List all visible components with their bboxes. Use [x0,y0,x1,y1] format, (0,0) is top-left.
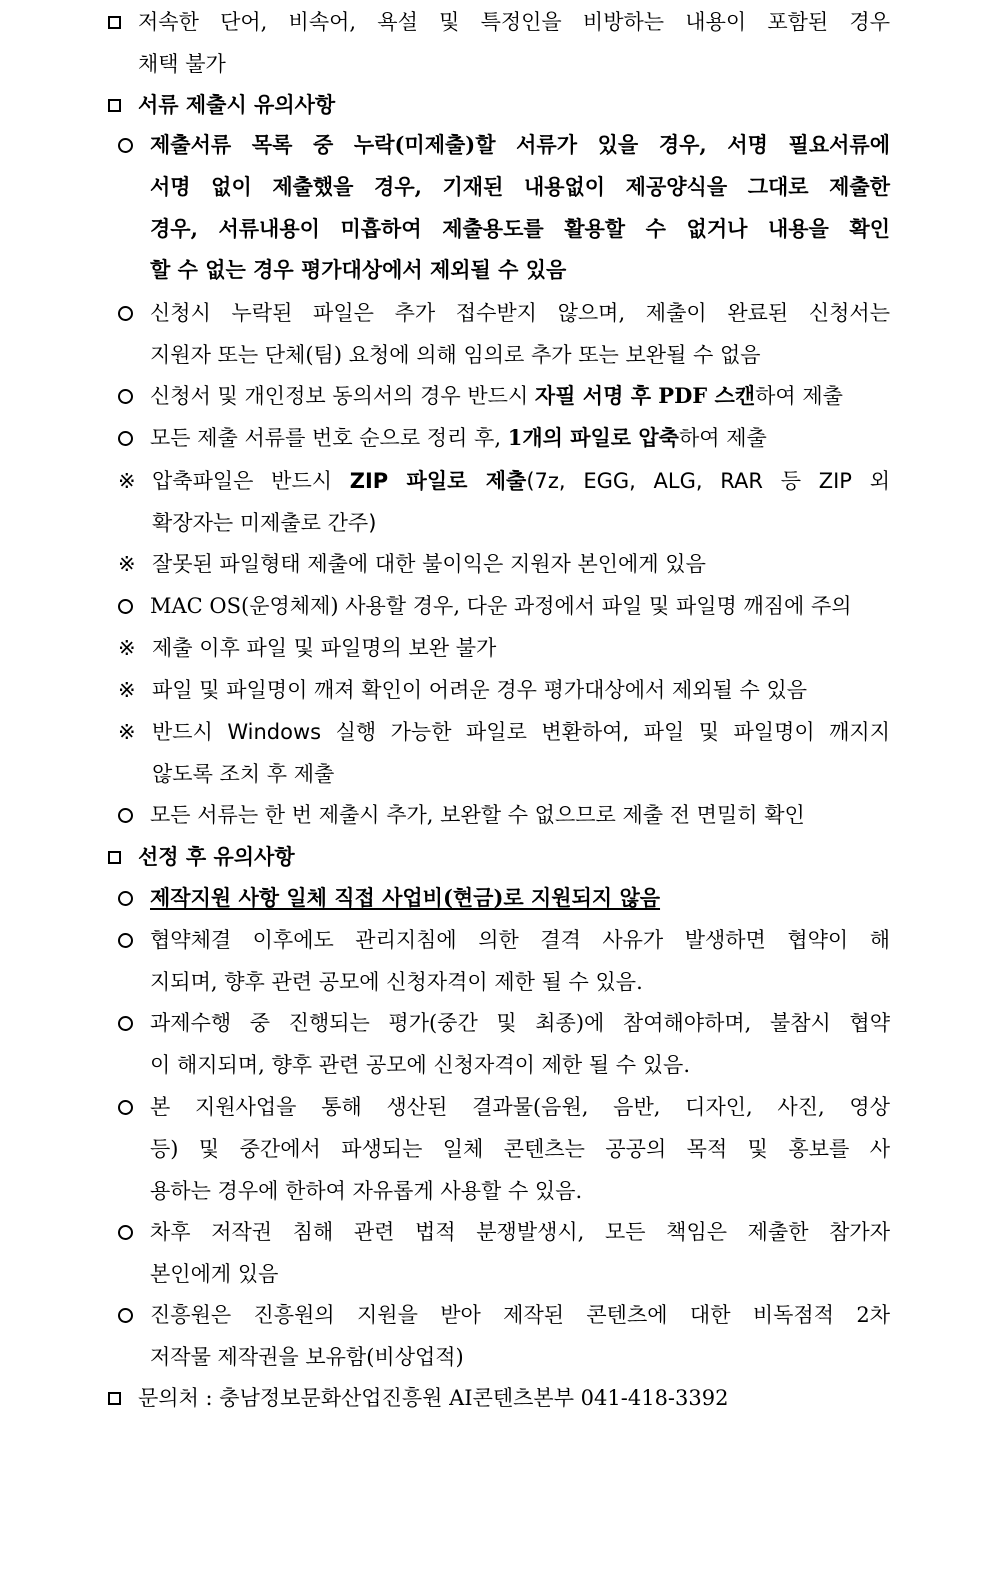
text-segment: 진흥원은 진흥원의 지원을 받아 제작된 콘텐츠에 대한 비독점적 2차 [150,1303,890,1327]
text-line [152,719,890,745]
text-line [138,9,890,35]
circle-bullet-icon [118,808,133,823]
text-segment: 저속한 단어, 비속어, 욕설 및 특정인을 비방하는 내용이 포함된 경우 [138,10,890,34]
text-segment: 신청서 및 개인정보 동의서의 경우 반드시 [150,384,535,408]
text-segment: 모든 제출 서류를 번호 순으로 정리 후, [150,426,508,450]
text-line [150,216,890,242]
text-line [152,510,376,536]
text-line [152,468,890,494]
circle-bullet-icon [118,891,133,906]
text-segment: 제출서류 목록 중 누락(미제출)할 서류가 있을 경우, 서명 필요서류에 [150,132,890,157]
text-segment: 않도록 조치 후 제출 [152,761,335,786]
reference-mark-icon: ※ [118,678,136,702]
reference-mark-icon: ※ [118,720,136,744]
text-line [150,425,767,451]
text-line [150,1302,890,1328]
text-segment: 할 수 없는 경우 평가대상에서 제외될 수 있음 [150,257,567,283]
text-line [150,927,890,953]
text-line [150,342,761,368]
text-line [152,551,706,577]
circle-bullet-icon [118,138,133,153]
circle-bullet-icon [118,1100,133,1115]
text-line [150,1052,690,1078]
text-segment: 하여 제출 [678,426,767,450]
text-line [152,635,496,661]
text-line [150,1136,890,1162]
text-segment: 1개의 파일로 압축 [507,425,679,450]
text-segment: 지되며, 향후 관련 공모에 신청자격이 제한 될 수 있음. [150,969,643,994]
text-line [150,969,643,995]
text-line [138,92,335,118]
circle-bullet-icon [118,933,133,948]
text-line [150,383,843,409]
text-segment: 선정 후 유의사항 [138,844,295,869]
square-bullet-icon [108,99,121,112]
text-segment: 자필 서명 후 PDF 스캔 [534,383,756,408]
text-segment: 제작지원 사항 일체 직접 사업비(현금)로 지원되지 않음 [150,885,661,910]
text-segment: ZIP 파일로 제출 [349,469,527,493]
text-segment: 압축파일은 반드시 [152,469,350,493]
text-segment: 확장자는 미제출로 간주) [152,510,377,535]
text-line [150,802,805,828]
text-line [152,677,807,703]
text-segment: 차후 저작권 침해 관련 법적 분쟁발생시, 모든 책임은 제출한 참가자 [150,1220,890,1244]
text-segment: 이 해지되며, 향후 관련 공모에 신청자격이 제한 될 수 있음. [150,1052,691,1077]
text-line [150,593,852,619]
circle-bullet-icon [118,599,133,614]
square-bullet-icon [108,1392,121,1405]
text-line [152,761,334,787]
text-segment: 하여 제출 [755,384,843,408]
circle-bullet-icon [118,431,133,446]
text-line [150,132,890,158]
text-line [150,1344,464,1370]
text-segment: (7z, EGG, ALG, RAR 등 ZIP 외 [526,469,890,493]
text-line [150,300,890,326]
text-segment: 경우, 서류내용이 미흡하여 제출용도를 활용할 수 없거나 내용을 확인 [150,215,890,241]
text-line [138,51,226,77]
text-line [138,1385,728,1411]
circle-bullet-icon [118,1225,133,1240]
text-line [150,885,660,911]
text-line [138,844,295,870]
text-segment: 잘못된 파일형태 제출에 대한 불이익은 지원자 본인에게 있음 [152,552,706,576]
text-segment: 본 지원사업을 통해 생산된 결과물(음원, 음반, 디자인, 사진, 영상 [150,1095,890,1119]
text-segment: 파일 및 파일명이 깨져 확인이 어려운 경우 평가대상에서 제외될 수 있음 [152,678,808,702]
reference-mark-icon: ※ [118,636,136,660]
text-segment: 문의처 : 충남정보문화산업진흥원 AI콘텐츠본부 041-418-3392 [138,1386,729,1410]
text-segment: 서명 없이 제출했을 경우, 기재된 내용없이 제공양식을 그대로 제출한 [150,173,890,199]
text-line [150,1261,278,1287]
square-bullet-icon [108,851,121,864]
text-segment: 등) 및 중간에서 파생되는 일체 콘텐츠는 공공의 목적 및 홍보를 사 [150,1136,890,1161]
text-segment: 과제수행 중 진행되는 평가(중간 및 최종)에 참여해야하며, 불참시 협약 [150,1011,890,1035]
circle-bullet-icon [118,389,133,404]
circle-bullet-icon [118,306,133,321]
reference-mark-icon: ※ [118,552,136,576]
text-segment: 반드시 Windows 실행 가능한 파일로 변환하여, 파일 및 파일명이 깨지지 [152,720,890,744]
text-segment: 채택 불가 [138,51,226,76]
text-segment: 모든 서류는 한 번 제출시 추가, 보완할 수 없으므로 제출 전 면밀히 확인 [150,803,805,827]
text-line [150,174,890,200]
text-line [150,257,566,283]
text-line [150,1178,582,1204]
text-segment: 본인에게 있음 [150,1261,279,1286]
text-segment: 협약체결 이후에도 관리지침에 의한 결격 사유가 발생하면 협약이 해 [150,928,890,952]
circle-bullet-icon [118,1308,133,1323]
text-segment: 서류 제출시 유의사항 [138,92,336,117]
text-segment: 지원자 또는 단체(팀) 요청에 의해 임의로 추가 또는 보완될 수 없음 [150,342,761,367]
text-line [150,1219,890,1245]
circle-bullet-icon [118,1016,133,1031]
square-bullet-icon [108,16,121,29]
text-line [150,1094,890,1120]
text-segment: 저작물 제작권을 보유함(비상업적) [150,1344,464,1369]
text-segment: 용하는 경우에 한하여 자유롭게 사용할 수 있음. [150,1178,583,1203]
text-line [150,1010,890,1036]
reference-mark-icon: ※ [118,469,136,493]
text-segment: 제출 이후 파일 및 파일명의 보완 불가 [152,636,497,660]
text-segment: MAC OS(운영체제) 사용할 경우, 다운 과정에서 파일 및 파일명 깨짐에 주의 [150,594,852,618]
text-segment: 신청시 누락된 파일은 추가 접수받지 않으며, 제출이 완료된 신청서는 [150,301,890,325]
